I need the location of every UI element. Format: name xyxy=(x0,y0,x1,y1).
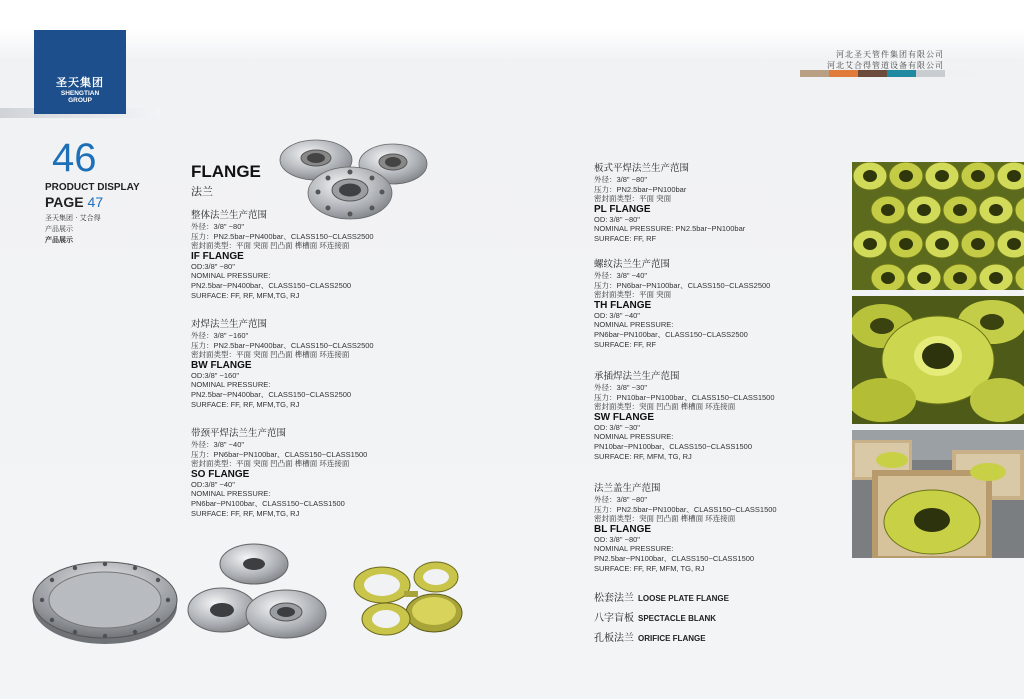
spec-cn-line: 压力：PN6bar~PN100bar、CLASS150~CLASS1500 xyxy=(191,449,368,459)
loose-flange-photo xyxy=(186,540,331,640)
spec-cn-line: 外径：3/8" ~80" xyxy=(594,495,648,504)
spec-en-title: BW FLANGE xyxy=(191,359,252,371)
page-number: 46 xyxy=(52,136,97,180)
flange-bore xyxy=(863,238,877,250)
spec-en-line: NOMINAL PRESSURE: xyxy=(594,320,674,330)
flange-bore xyxy=(899,238,913,250)
sidebar-text xyxy=(45,213,101,246)
brand-line: 圣天集团 · 艾合得 xyxy=(45,214,101,222)
spec-en-line: OD:3/8" ~160" xyxy=(191,370,240,380)
color-swatch xyxy=(916,70,945,77)
factory-photo-1 xyxy=(852,162,1024,290)
spec-cn-title: 对焊法兰生产范围 xyxy=(191,319,268,330)
spec-cn-line: 密封面类型：平面 突面 凹凸面 榫槽面 环连接面 xyxy=(191,459,350,469)
spec-en-line: SURFACE: FF, RF, MFM,TG, RJ xyxy=(191,508,300,518)
company-names xyxy=(827,49,944,71)
misc-item xyxy=(594,629,706,644)
section-title: FLANGE xyxy=(191,162,261,181)
misc-item xyxy=(594,589,729,604)
spec-cn-line: 压力：PN10bar~PN100bar、CLASS150~CLASS1500 xyxy=(594,392,775,402)
color-swatch xyxy=(800,70,829,77)
brand-logo xyxy=(34,30,126,114)
flange-bore xyxy=(1007,238,1021,250)
spec-en-line: SURFACE: FF, RF, MFM,TG, RJ xyxy=(191,399,300,409)
flange-bore xyxy=(917,272,931,284)
spec-cn-title: 法兰盖生产范围 xyxy=(594,483,661,494)
spec-cn-line: 外径：3/8" ~80" xyxy=(191,222,245,231)
spec-cn-line: 外径：3/8" ~80" xyxy=(594,175,648,184)
spec-en-title: SO FLANGE xyxy=(191,468,250,480)
spec-en-title: SW FLANGE xyxy=(594,411,654,423)
spec-cn-line: 外径：3/8" ~40" xyxy=(191,440,245,449)
spec-cn-line: 外径：3/8" ~40" xyxy=(594,271,648,280)
flange-bore xyxy=(1007,170,1021,182)
top-band xyxy=(0,0,1024,30)
flange-bore xyxy=(971,170,985,182)
misc-en: LOOSE PLATE FLANGE xyxy=(638,594,729,603)
spec-block xyxy=(594,482,777,573)
spec-en-line: NOMINAL PRESSURE: xyxy=(191,380,271,390)
misc-cn: 八字盲板 xyxy=(594,613,634,624)
spec-cn-line: 压力：PN6bar~PN100bar、CLASS150~CLASS2500 xyxy=(594,280,771,290)
spec-en-line: PN2.5bar~PN400bar、CLASS150~CLASS2500 xyxy=(191,389,352,399)
spec-cn-line: 外径：3/8" ~160" xyxy=(191,331,249,340)
spec-en-line: PN10bar~PN100bar、CLASS150~CLASS1500 xyxy=(594,441,753,451)
spec-en-line: OD:3/8" ~40" xyxy=(191,479,235,489)
logo-en-1: SHENGTIAN xyxy=(60,90,100,97)
spec-cn-line: 密封面类型：平面 突面 凹凸面 榫槽面 环连接面 xyxy=(191,350,350,360)
color-bar xyxy=(800,70,974,77)
spec-en-title: IF FLANGE xyxy=(191,250,244,262)
spec-en-line: SURFACE: FF, RF, MFM,TG, RJ xyxy=(191,290,300,300)
flange-bore xyxy=(989,204,1003,216)
spec-block xyxy=(594,162,745,244)
flange-bore xyxy=(881,272,895,284)
spec-cn-line: 密封面类型：平面 突面 xyxy=(594,194,672,204)
spec-cn-line: 压力：PN2.5bar~PN100bar xyxy=(594,184,687,194)
flange-bore xyxy=(935,238,949,250)
spec-en-line: PN2.5bar~PN100bar、CLASS150~CLASS1500 xyxy=(594,553,755,563)
logo-cn: 圣天集团 xyxy=(56,76,104,89)
section-title-cn: 法兰 xyxy=(191,185,213,198)
spec-en-line: NOMINAL PRESSURE: xyxy=(594,432,674,442)
misc-cn: 松套法兰 xyxy=(594,593,634,604)
spec-block xyxy=(191,318,374,409)
spec-en-line: SURFACE: FF, RF, MFM, TG, RJ xyxy=(594,563,705,573)
color-swatch xyxy=(887,70,916,77)
spec-en-line: OD: 3/8" ~40" xyxy=(594,310,640,320)
factory-photo-3 xyxy=(852,430,1024,558)
spec-en-line: SURFACE: FF, RF xyxy=(594,339,657,349)
spec-cn-line: 压力：PN2.5bar~PN400bar、CLASS150~CLASS2500 xyxy=(191,340,374,350)
spec-en-line: NOMINAL PRESSURE: xyxy=(594,544,674,554)
spec-en-line: NOMINAL PRESSURE: xyxy=(191,489,271,499)
color-swatch xyxy=(858,70,887,77)
spec-block xyxy=(594,258,770,349)
spec-block xyxy=(191,427,367,518)
spec-en-title: TH FLANGE xyxy=(594,299,652,311)
factory-photo-2 xyxy=(852,296,1024,424)
flange-bore xyxy=(953,272,967,284)
spec-en-line: NOMINAL PRESSURE: xyxy=(191,271,271,281)
flange-bore xyxy=(989,272,1003,284)
spec-cn-line: 外径：3/8" ~30" xyxy=(594,383,648,392)
spec-en-line: PN6bar~PN100bar、CLASS150~CLASS2500 xyxy=(594,329,748,339)
spec-en-line: OD: 3/8" ~80" xyxy=(594,534,640,544)
spec-en-line: NOMINAL PRESSURE: PN2.5bar~PN100bar xyxy=(594,224,746,234)
spec-en-title: PL FLANGE xyxy=(594,203,651,215)
spec-en-line: PN6bar~PN100bar、CLASS150~CLASS1500 xyxy=(191,498,345,508)
blind-flange-photo xyxy=(30,548,180,648)
spec-en-line: OD: 3/8" ~80" xyxy=(594,214,640,224)
spec-cn-title: 承插焊法兰生产范围 xyxy=(594,371,680,382)
flange-bore xyxy=(863,170,877,182)
flange-bore xyxy=(899,170,913,182)
page-label xyxy=(45,194,103,210)
spec-cn-line: 密封面类型：突面 凹凸面 榫槽面 环连接面 xyxy=(594,514,736,524)
misc-en: SPECTACLE BLANK xyxy=(638,614,717,623)
spec-en-line: OD: 3/8" ~30" xyxy=(594,422,640,432)
spec-block xyxy=(594,370,775,461)
spec-cn-line: 压力：PN2.5bar~PN100bar、CLASS150~CLASS1500 xyxy=(594,504,777,514)
color-swatch xyxy=(829,70,858,77)
spec-cn-line: 压力：PN2.5bar~PN400bar、CLASS150~CLASS2500 xyxy=(191,231,374,241)
sidebar-line-2: 产品展示 xyxy=(45,225,73,233)
misc-en: ORIFICE FLANGE xyxy=(638,634,706,643)
flange-bore xyxy=(953,204,967,216)
logo-en-2: GROUP xyxy=(68,97,92,104)
spec-cn-line: 密封面类型：突面 凹凸面 榫槽面 环连接面 xyxy=(594,402,736,412)
spec-cn-title: 板式平焊法兰生产范围 xyxy=(594,163,690,174)
company-line-2: 河北艾合得管道设备有限公司 xyxy=(827,61,944,70)
spectacle-blank-photo xyxy=(350,555,465,640)
misc-cn: 孔板法兰 xyxy=(594,633,634,644)
flange-bore xyxy=(971,238,985,250)
spec-en-line: PN2.5bar~PN400bar、CLASS150~CLASS2500 xyxy=(191,280,352,290)
spec-cn-title: 整体法兰生产范围 xyxy=(191,210,268,221)
misc-item xyxy=(594,609,716,624)
sidebar-line-3: 产品展示 xyxy=(45,236,73,244)
color-swatch xyxy=(945,70,974,77)
company-line-1: 河北圣天管件集团有限公司 xyxy=(836,50,944,59)
spec-cn-title: 螺纹法兰生产范围 xyxy=(594,259,671,270)
spec-cn-line: 密封面类型：平面 突面 xyxy=(594,290,672,300)
flange-bore xyxy=(881,204,895,216)
spec-en-line: OD:3/8" ~80" xyxy=(191,261,235,271)
spec-en-line: SURFACE: RF, MFM, TG, RJ xyxy=(594,451,692,461)
spec-en-line: SURFACE: FF, RF xyxy=(594,233,657,243)
page-label-text: PAGE xyxy=(45,194,84,210)
page-number-2: 47 xyxy=(87,194,104,210)
spec-cn-title: 带颈平焊法兰生产范围 xyxy=(191,428,287,439)
spec-en-title: BL FLANGE xyxy=(594,523,652,535)
flange-bore xyxy=(935,170,949,182)
spec-block xyxy=(191,209,374,300)
flange-bore xyxy=(917,204,931,216)
spec-cn-line: 密封面类型：平面 突面 凹凸面 榫槽面 环连接面 xyxy=(191,241,350,251)
product-display-label: PRODUCT DISPLAY xyxy=(45,182,140,193)
